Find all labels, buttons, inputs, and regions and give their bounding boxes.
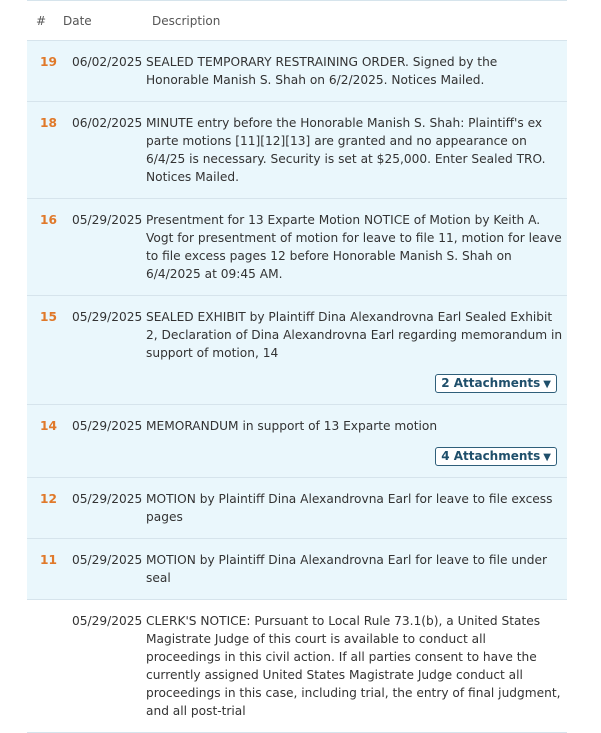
table-header <box>27 1 567 41</box>
chevron-down-icon: ▼ <box>543 379 551 390</box>
attachments-button[interactable] <box>435 374 557 393</box>
entry-date: 06/02/2025 <box>72 116 143 130</box>
entry-description: MOTION by Plaintiff Dina Alexandrovna Earl for leave to file under seal <box>146 553 548 585</box>
table-row <box>27 405 567 478</box>
entry-date: 05/29/2025 <box>72 310 143 324</box>
entry-description: MEMORANDUM in support of 13 Exparte motion <box>146 419 438 433</box>
header-number: # <box>36 14 47 28</box>
table-row <box>27 600 567 733</box>
table-row <box>27 478 567 539</box>
entry-date: 05/29/2025 <box>72 213 143 227</box>
header-date: Date <box>63 14 92 28</box>
entry-date: 05/29/2025 <box>72 492 143 506</box>
entry-number: 18 <box>40 116 57 130</box>
entry-date: 06/02/2025 <box>72 55 143 69</box>
chevron-down-icon: ▼ <box>543 452 551 463</box>
table-row <box>27 41 567 102</box>
docket-table <box>27 0 567 733</box>
attachments-label: 2 Attachments <box>441 376 541 390</box>
entry-number: 14 <box>40 419 57 433</box>
entry-number: 12 <box>40 492 57 506</box>
attachments-label: 4 Attachments <box>441 449 541 463</box>
attachments-container <box>27 447 567 477</box>
entry-number: 16 <box>40 213 57 227</box>
table-row <box>27 199 567 296</box>
table-row <box>27 296 567 405</box>
entry-date: 05/29/2025 <box>72 553 143 567</box>
entry-description: MOTION by Plaintiff Dina Alexandrovna Earl for leave to file excess pages <box>146 492 553 524</box>
attachments-button[interactable] <box>435 447 557 466</box>
entry-description: MINUTE entry before the Honorable Manish S. Shah: Plaintiff's ex parte motions [11][12][13] are granted and no appearance on 6/4/25 is necessary. Security is set at $25,000. Enter Sealed TRO. Notices Mailed. <box>146 116 546 184</box>
header-description: Description <box>152 14 221 28</box>
entry-date: 05/29/2025 <box>72 419 143 433</box>
table-row <box>27 539 567 600</box>
entry-description: SEALED TEMPORARY RESTRAINING ORDER. Signed by the Honorable Manish S. Shah on 6/2/2025. Notices Mailed. <box>146 55 498 87</box>
attachments-container <box>27 374 567 404</box>
entry-number: 19 <box>40 55 57 69</box>
table-row <box>27 102 567 199</box>
entry-description: Presentment for 13 Exparte Motion NOTICE of Motion by Keith A. Vogt for presentment of motion for leave to file 11, motion for leave to file excess pages 12 before Honorable Manish S. Shah on 6/4/2025 at 09:45 AM. <box>146 213 562 281</box>
entry-number: 11 <box>40 553 57 567</box>
entry-number: 15 <box>40 310 57 324</box>
entry-description: CLERK'S NOTICE: Pursuant to Local Rule 73.1(b), a United States Magistrate Judge of this court is available to conduct all proceedings in this civil action. If all parties consent to have the currently assigned United States Magistrate Judge conduct all proceedings in this case, including trial, the entry of final judgment, and all post-trial <box>146 614 561 718</box>
entry-description: SEALED EXHIBIT by Plaintiff Dina Alexandrovna Earl Sealed Exhibit 2, Declaration of Dina Alexandrovna Earl regarding memorandum in support of motion, 14 <box>146 310 563 360</box>
entry-date: 05/29/2025 <box>72 614 143 628</box>
